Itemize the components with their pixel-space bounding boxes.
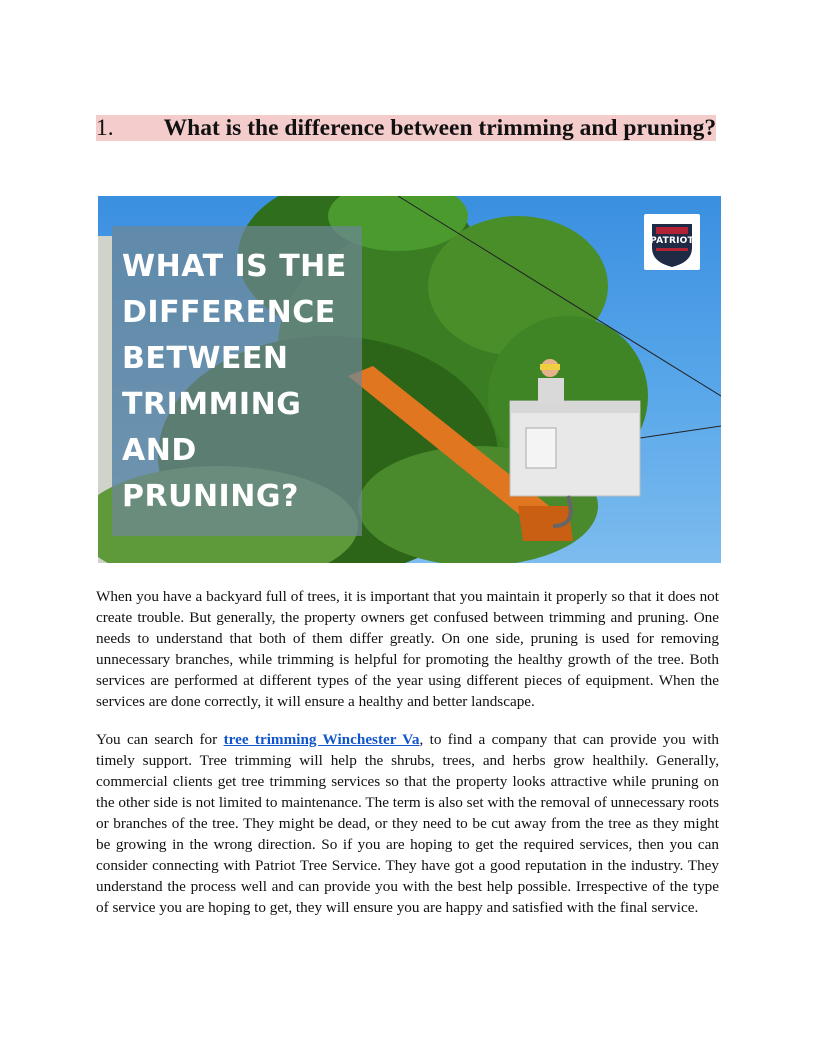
patriot-logo (644, 214, 700, 270)
paragraph-intro: When you have a backyard full of trees, it is important that you maintain it properly so that it does not create trouble. But generally, the property owners get confused between trimming and pruning. One needs to understand that both of them differ greatly. On one side, pruning is used for removing unnecessary branches, while trimming is helpful for promoting the healthy growth of the tree. Both services are performed at different types of the year using different pieces of equipment. When the services are done correctly, it will ensure a healthy and better landscape. (96, 588, 719, 710)
worker-body (538, 378, 564, 404)
section-heading (96, 112, 719, 145)
paragraph-rest: , to find a company that can provide you with timely support. Tree trimming will help the shrubs, trees, and herbs grow healthily. Generally, commercial clients get tree trimming services so that the property looks attractive while pruning on the other side is not limited to maintenance. The term is also set with the removal of unnecessary roots or branches of the tree. They might be dead, or they need to be cut away from the tree as they might be growing in the wrong direction. So if you are hoping to get the required services, then you can consider connecting with Patriot Tree Service. They have got a good reputation in the industry. They understand the process well and can provide you with the best help possible. Irrespective of the type of service you are hoping to get, they will ensure you are happy and satisfied with the final service. (96, 731, 720, 916)
heading-number: 1. (96, 115, 114, 141)
logo-text: PATRIOT (650, 236, 694, 246)
paragraph-search (96, 729, 719, 918)
bucket-panel (526, 428, 556, 468)
worker-helmet (540, 364, 560, 370)
paragraph-lead: You can search for (96, 731, 224, 748)
hero-image (98, 196, 721, 563)
bucket-rim (510, 401, 640, 413)
heading-highlight (96, 115, 716, 141)
tree-trimming-link[interactable]: tree trimming Winchester Va (223, 731, 420, 748)
heading-text: What is the difference between trimming and pruning? (163, 115, 717, 141)
overlay-title: WHAT IS THE DIFFERENCE BETWEEN TRIMMING AND PRUNING? (122, 249, 347, 514)
